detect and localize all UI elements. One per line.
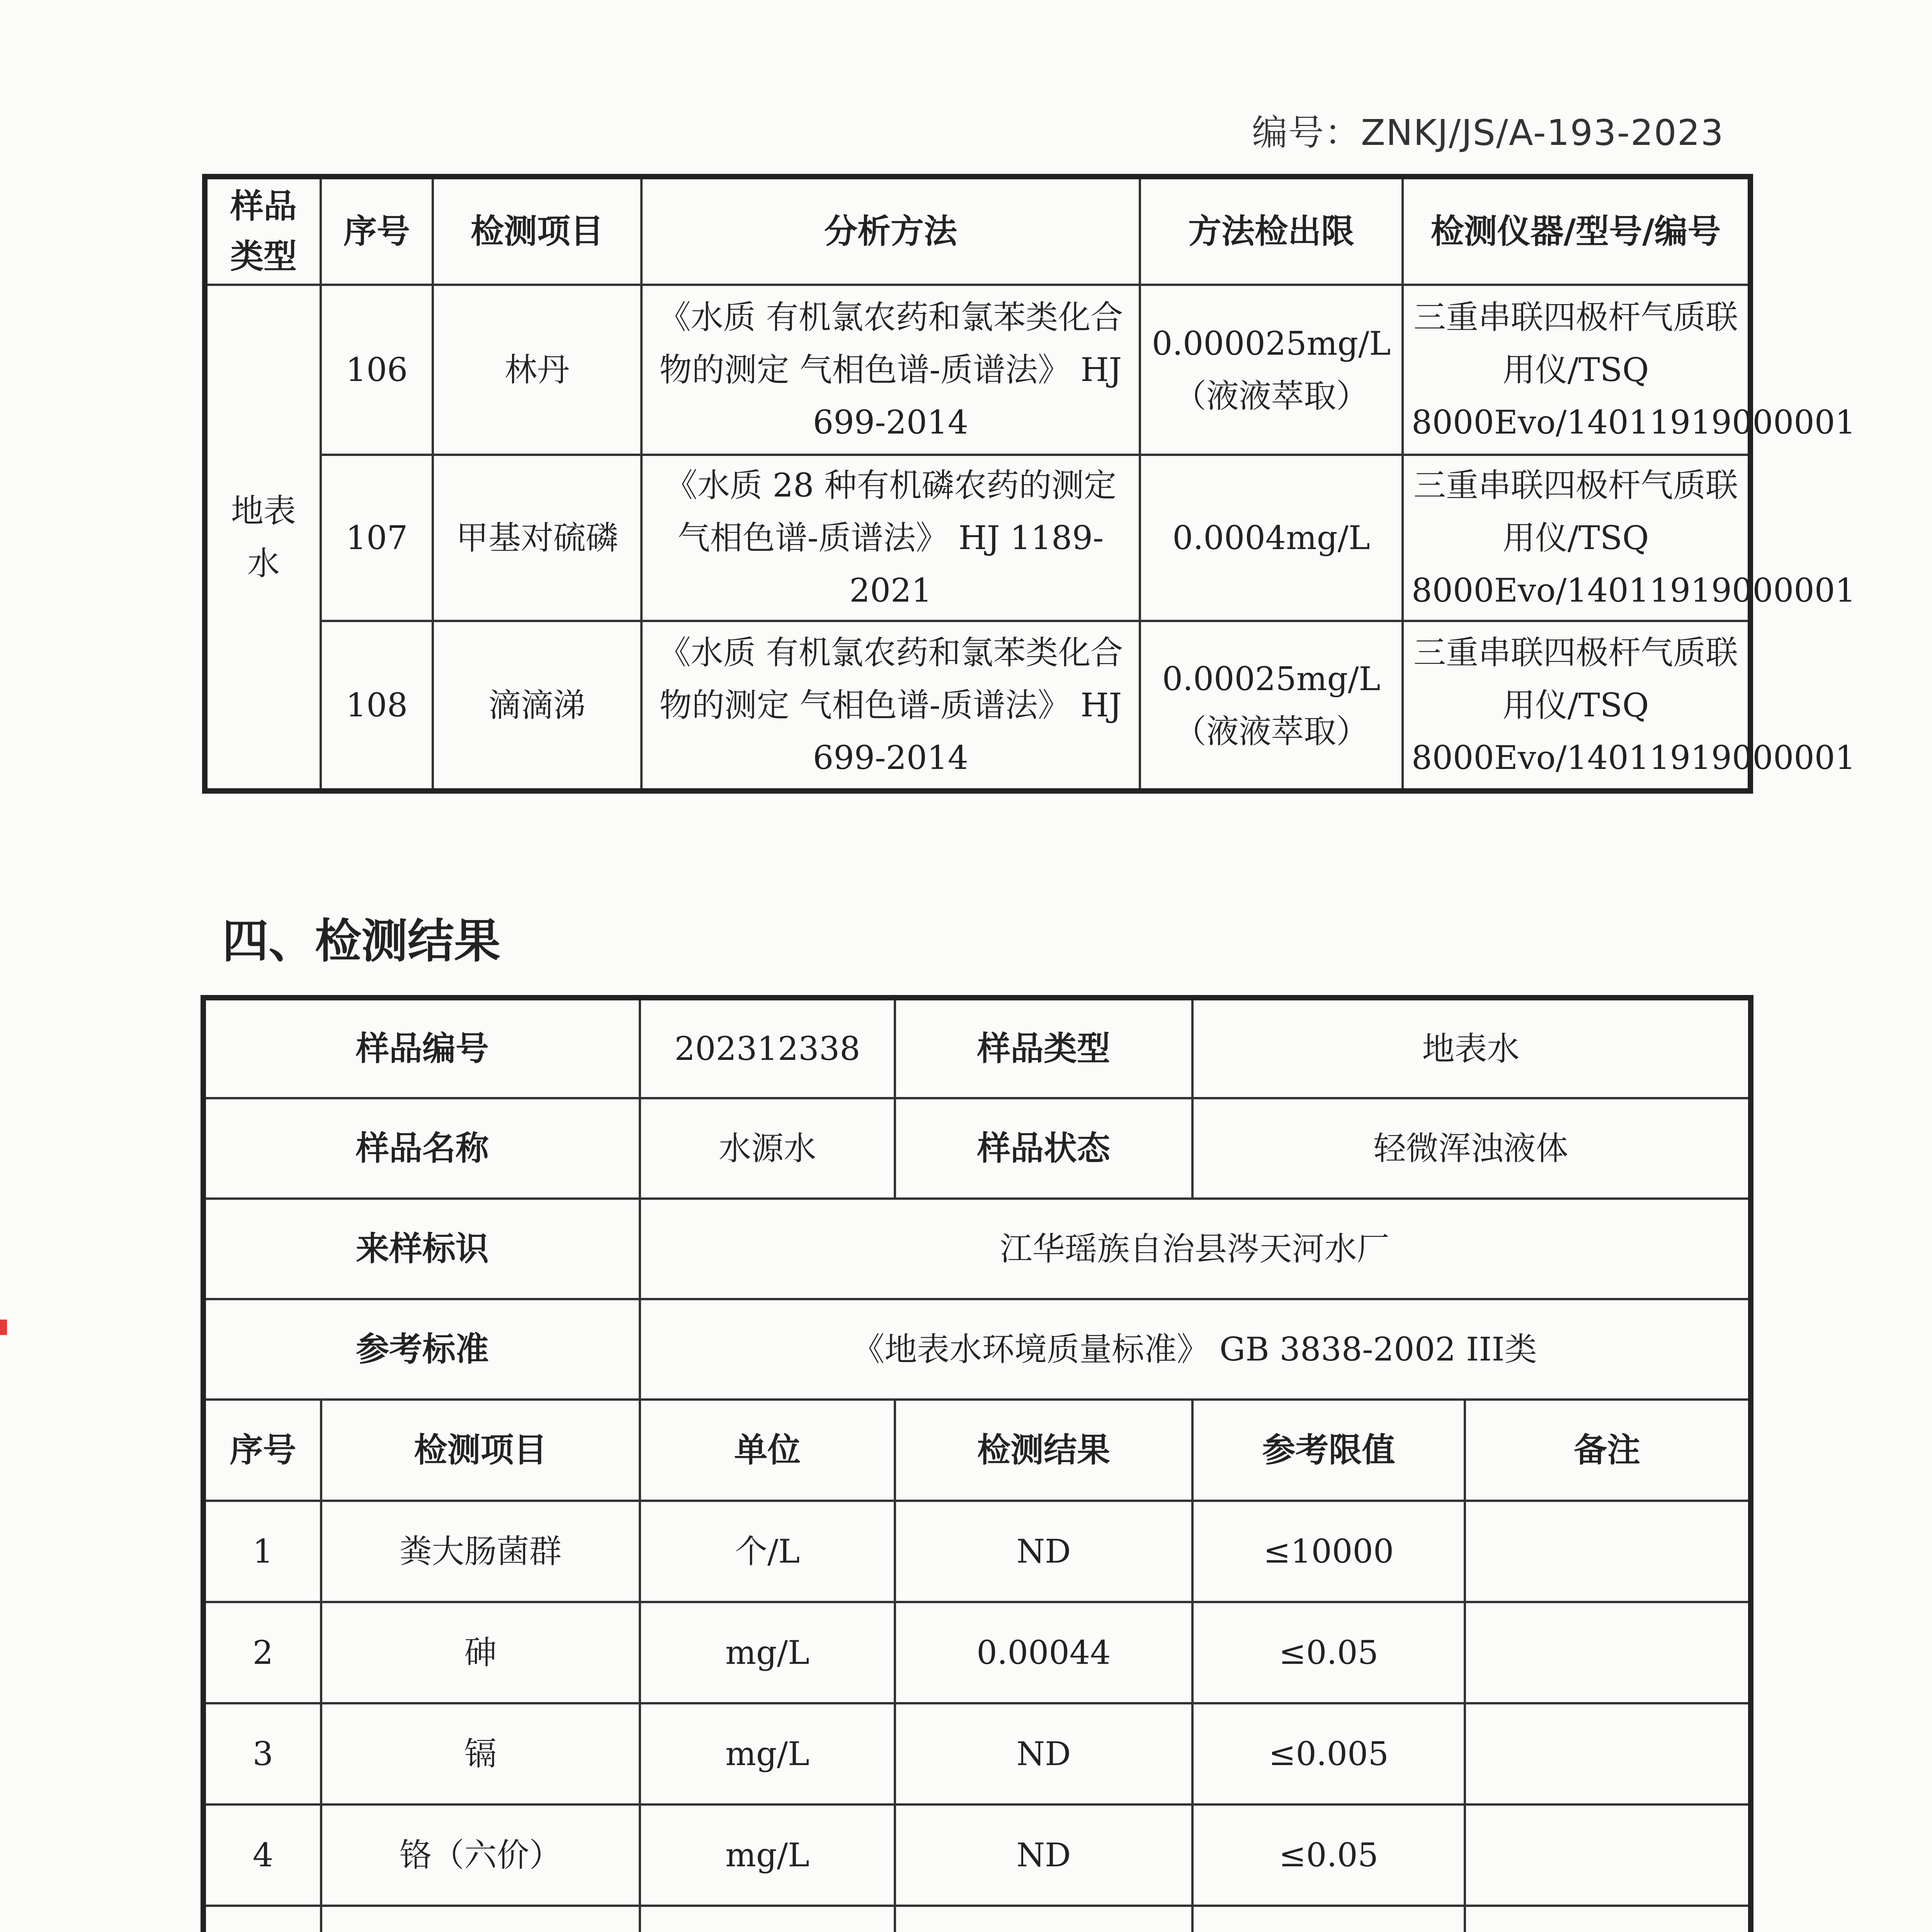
sample-type-value: 地表水 <box>1192 998 1751 1098</box>
row-result: 0.00044 <box>895 1602 1192 1703</box>
row-instrument: 三重串联四极杆气质联用仪/TSQ 8000Evo/14011919000001 <box>1403 285 1750 455</box>
row-note <box>1465 1501 1751 1602</box>
methods-header-row <box>205 177 1750 285</box>
row-no: 106 <box>321 285 433 455</box>
sample-state-label: 样品状态 <box>895 1098 1192 1199</box>
row-item: 甲基对硫磷 <box>433 455 641 621</box>
row-item: 滴滴涕 <box>433 621 641 791</box>
row-limit: 0.000025mg/L（液液萃取） <box>1140 285 1403 455</box>
row-no <box>203 1906 321 1932</box>
sample-name-label: 样品名称 <box>203 1098 640 1199</box>
col-note: 备注 <box>1465 1400 1751 1501</box>
row-unit: mg/L <box>640 1602 895 1703</box>
results-table <box>201 995 1753 1932</box>
standard-label: 参考标准 <box>203 1299 640 1400</box>
document-number: 编号：ZNKJ/JS/A-193-2023 <box>1252 112 1724 153</box>
row-note <box>1465 1906 1751 1932</box>
col-instrument: 检测仪器/型号/编号 <box>1403 177 1750 285</box>
row-result: ND <box>895 1501 1192 1602</box>
row-note <box>1465 1602 1751 1703</box>
row-no: 4 <box>203 1804 321 1906</box>
sample-state-value: 轻微浑浊液体 <box>1192 1098 1751 1199</box>
methods-table <box>202 174 1856 794</box>
row-instrument: 三重串联四极杆气质联用仪/TSQ 8000Evo/14011919000001 <box>1403 455 1750 621</box>
source-label: 来样标识 <box>203 1199 640 1299</box>
row-result: ND <box>895 1804 1192 1906</box>
section-title: 四、检测结果 <box>222 915 500 968</box>
col-result: 检测结果 <box>895 1400 1192 1501</box>
table-row <box>203 1804 1751 1906</box>
row-item <box>321 1906 640 1932</box>
margin-mark <box>0 1320 7 1335</box>
info-row <box>203 1199 1751 1299</box>
sample-type-label: 样品类型 <box>895 998 1192 1098</box>
sample-name-value: 水源水 <box>640 1098 895 1199</box>
col-item: 检测项目 <box>433 177 641 285</box>
row-instrument: 三重串联四极杆气质联用仪/TSQ 8000Evo/14011919000001 <box>1403 621 1750 791</box>
table-row <box>205 455 1750 621</box>
row-note <box>1465 1703 1751 1804</box>
row-no: 2 <box>203 1602 321 1703</box>
row-result <box>895 1906 1192 1932</box>
row-item: 林丹 <box>433 285 641 455</box>
row-no: 107 <box>321 455 433 621</box>
col-item: 检测项目 <box>321 1400 640 1501</box>
row-result: ND <box>895 1703 1192 1804</box>
row-unit: 个/L <box>640 1501 895 1602</box>
row-no: 3 <box>203 1703 321 1804</box>
row-unit: mg/L <box>640 1703 895 1804</box>
col-method: 分析方法 <box>641 177 1140 285</box>
sample-no-label: 样品编号 <box>203 998 640 1098</box>
col-limit: 方法检出限 <box>1140 177 1403 285</box>
table-row <box>203 1703 1751 1804</box>
info-row <box>203 998 1751 1098</box>
col-no: 序号 <box>203 1400 321 1501</box>
row-limit: 0.00025mg/L（液液萃取） <box>1140 621 1403 791</box>
row-unit: mg/L <box>640 1804 895 1906</box>
row-unit <box>640 1906 895 1932</box>
col-no: 序号 <box>321 177 433 285</box>
row-limit <box>1192 1906 1465 1932</box>
results-header-row <box>203 1400 1751 1501</box>
row-no: 108 <box>321 621 433 791</box>
row-limit: ≤0.005 <box>1192 1703 1465 1804</box>
sample-no-value: 202312338 <box>640 998 895 1098</box>
col-sample-type: 样品类型 <box>205 177 321 285</box>
table-row <box>205 621 1750 791</box>
table-row <box>203 1602 1751 1703</box>
row-item: 砷 <box>321 1602 640 1703</box>
source-value: 江华瑶族自治县涔天河水厂 <box>640 1199 1751 1299</box>
col-limit: 参考限值 <box>1192 1400 1465 1501</box>
row-limit: ≤0.05 <box>1192 1602 1465 1703</box>
row-item: 粪大肠菌群 <box>321 1501 640 1602</box>
col-unit: 单位 <box>640 1400 895 1501</box>
info-row <box>203 1098 1751 1199</box>
standard-value: 《地表水环境质量标准》 GB 3838-2002 III类 <box>640 1299 1751 1400</box>
table-row <box>203 1906 1751 1932</box>
table-row <box>205 285 1750 455</box>
sample-type-cell: 地表水 <box>205 285 321 791</box>
row-method: 《水质 28 种有机磷农药的测定 气相色谱-质谱法》 HJ 1189-2021 <box>641 455 1140 621</box>
row-method: 《水质 有机氯农药和氯苯类化合物的测定 气相色谱-质谱法》 HJ 699-2014 <box>641 285 1140 455</box>
row-no: 1 <box>203 1501 321 1602</box>
row-limit: ≤0.05 <box>1192 1804 1465 1906</box>
row-note <box>1465 1804 1751 1906</box>
row-limit: 0.0004mg/L <box>1140 455 1403 621</box>
row-method: 《水质 有机氯农药和氯苯类化合物的测定 气相色谱-质谱法》 HJ 699-2014 <box>641 621 1140 791</box>
table-row <box>203 1501 1751 1602</box>
row-item: 镉 <box>321 1703 640 1804</box>
row-limit: ≤10000 <box>1192 1501 1465 1602</box>
row-item: 铬（六价） <box>321 1804 640 1906</box>
info-row <box>203 1299 1751 1400</box>
